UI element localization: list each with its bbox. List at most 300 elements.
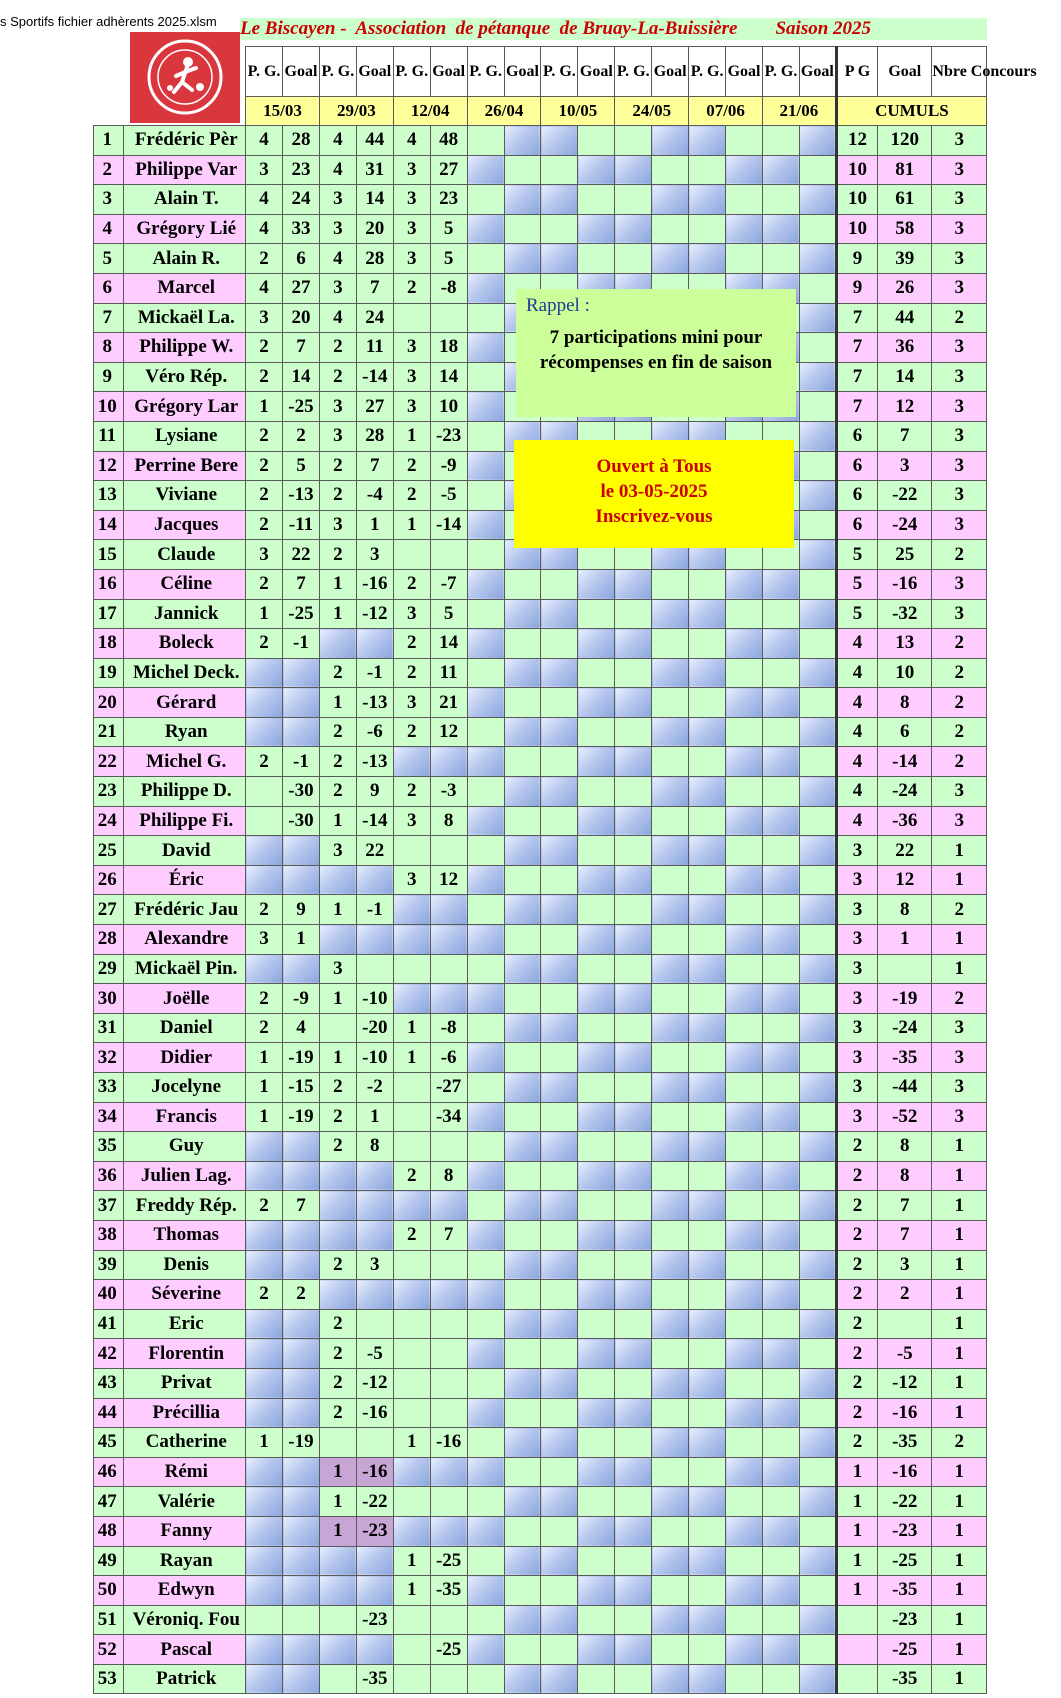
cumul-pg: 3 — [836, 954, 877, 984]
session-goal: 5 — [430, 599, 467, 629]
row-number: 8 — [94, 333, 124, 363]
session-date: 24/05 — [615, 97, 689, 126]
session-goal — [283, 1132, 320, 1162]
cumul-pg: 12 — [836, 126, 877, 156]
session-goal: -19 — [283, 1428, 320, 1458]
session-pg — [615, 1132, 652, 1162]
session-goal: 8 — [430, 806, 467, 836]
session-pg — [319, 1191, 356, 1221]
session-pg — [467, 1368, 504, 1398]
cumul-goal: 7 — [878, 421, 932, 451]
row-number: 34 — [94, 1102, 124, 1132]
cumul-count: 1 — [932, 1250, 987, 1280]
session-pg — [319, 1664, 356, 1694]
pg-header: P. G. — [689, 47, 726, 97]
member-name: Grégory Lar — [124, 392, 246, 422]
table-row — [94, 1635, 987, 1665]
session-goal — [726, 895, 763, 925]
member-name: Précillia — [124, 1398, 246, 1428]
session-pg — [393, 540, 430, 570]
session-goal — [504, 1339, 541, 1369]
cumul-goal: -14 — [878, 747, 932, 777]
cumul-goal: -16 — [878, 1457, 932, 1487]
cumul-count: 3 — [932, 273, 987, 303]
table-row — [94, 1073, 987, 1103]
member-name: Michel G. — [124, 747, 246, 777]
session-goal — [356, 1428, 393, 1458]
session-goal — [578, 569, 615, 599]
session-pg — [541, 1664, 578, 1694]
member-name: Jacques — [124, 510, 246, 540]
session-pg — [762, 1280, 799, 1310]
session-goal: -34 — [430, 1102, 467, 1132]
cumul-goal: -19 — [878, 984, 932, 1014]
session-pg — [615, 925, 652, 955]
goal-header: Goal — [283, 47, 320, 97]
session-pg — [615, 1516, 652, 1546]
table-row — [94, 1487, 987, 1517]
cumul-goal: 44 — [878, 303, 932, 333]
table-row — [94, 1043, 987, 1073]
cumul-count: 1 — [932, 1605, 987, 1635]
session-pg — [467, 599, 504, 629]
session-pg — [615, 1280, 652, 1310]
session-goal — [726, 954, 763, 984]
pg-header: P. G. — [541, 47, 578, 97]
session-pg — [689, 1664, 726, 1694]
session-goal — [504, 214, 541, 244]
session-pg — [762, 1428, 799, 1458]
session-pg — [467, 1516, 504, 1546]
session-pg — [762, 895, 799, 925]
cumul-goal: -23 — [878, 1605, 932, 1635]
session-goal — [356, 1635, 393, 1665]
session-goal — [504, 629, 541, 659]
file-name-label: s Sportifs fichier adhèrents 2025.xlsm — [0, 14, 217, 29]
session-goal — [726, 688, 763, 718]
session-goal — [799, 510, 836, 540]
cumul-count: 2 — [932, 1428, 987, 1458]
session-goal — [652, 599, 689, 629]
session-goal: 24 — [356, 303, 393, 333]
session-goal — [799, 421, 836, 451]
session-pg — [615, 865, 652, 895]
session-pg: 2 — [319, 1398, 356, 1428]
cumul-count: 1 — [932, 836, 987, 866]
session-goal: -25 — [283, 392, 320, 422]
cumul-goal: -24 — [878, 1013, 932, 1043]
session-pg — [467, 510, 504, 540]
session-pg — [467, 1635, 504, 1665]
cumul-count: 2 — [932, 747, 987, 777]
member-name: Philippe D. — [124, 777, 246, 807]
session-goal: 2 — [283, 1280, 320, 1310]
session-pg: 2 — [393, 273, 430, 303]
session-pg — [689, 1576, 726, 1606]
session-goal — [356, 954, 393, 984]
session-goal: -23 — [356, 1605, 393, 1635]
table-row — [94, 1576, 987, 1606]
cumul-pg: 6 — [836, 451, 877, 481]
session-goal — [652, 1368, 689, 1398]
cumul-count: 3 — [932, 1013, 987, 1043]
session-goal: -13 — [356, 688, 393, 718]
session-pg — [689, 185, 726, 215]
session-goal — [799, 540, 836, 570]
session-goal — [283, 658, 320, 688]
session-pg — [541, 185, 578, 215]
session-pg: 2 — [319, 1309, 356, 1339]
session-goal — [356, 1309, 393, 1339]
session-pg — [467, 1191, 504, 1221]
session-pg — [762, 1250, 799, 1280]
session-pg — [467, 1605, 504, 1635]
session-goal — [799, 185, 836, 215]
session-goal: -5 — [430, 481, 467, 511]
session-pg — [762, 1102, 799, 1132]
session-pg — [762, 126, 799, 156]
cumul-pg: 2 — [836, 1250, 877, 1280]
session-goal — [799, 688, 836, 718]
session-pg — [689, 1605, 726, 1635]
session-pg: 1 — [319, 1043, 356, 1073]
session-goal — [726, 836, 763, 866]
session-goal — [283, 1161, 320, 1191]
session-goal — [283, 717, 320, 747]
session-goal — [799, 481, 836, 511]
session-goal — [799, 954, 836, 984]
row-number: 12 — [94, 451, 124, 481]
session-goal: 27 — [356, 392, 393, 422]
session-pg: 4 — [319, 155, 356, 185]
session-goal — [504, 1013, 541, 1043]
session-goal: 21 — [430, 688, 467, 718]
session-goal — [504, 984, 541, 1014]
cumul-goal: 39 — [878, 244, 932, 274]
session-pg — [467, 658, 504, 688]
row-number: 1 — [94, 126, 124, 156]
session-pg: 3 — [319, 392, 356, 422]
table-row — [94, 1161, 987, 1191]
table-row — [94, 1132, 987, 1162]
open-line-3: Inscrivez-vous — [595, 506, 713, 527]
session-pg: 1 — [393, 1043, 430, 1073]
session-pg — [467, 1043, 504, 1073]
session-pg — [762, 569, 799, 599]
table-row — [94, 984, 987, 1014]
session-pg — [246, 1220, 283, 1250]
session-goal — [726, 865, 763, 895]
session-goal — [283, 1664, 320, 1694]
session-pg — [246, 1635, 283, 1665]
goal-header: Goal — [799, 47, 836, 97]
member-name: Eric — [124, 1309, 246, 1339]
session-pg: 3 — [393, 599, 430, 629]
session-goal — [726, 777, 763, 807]
session-pg: 4 — [393, 126, 430, 156]
session-pg: 2 — [393, 569, 430, 599]
cumul-pg: 1 — [836, 1576, 877, 1606]
session-pg — [615, 629, 652, 659]
session-goal — [504, 688, 541, 718]
session-goal: 31 — [356, 155, 393, 185]
session-pg: 1 — [246, 1043, 283, 1073]
cumul-count: 1 — [932, 925, 987, 955]
session-pg — [762, 629, 799, 659]
session-pg — [762, 1516, 799, 1546]
session-goal: 1 — [356, 510, 393, 540]
session-goal — [504, 1368, 541, 1398]
session-goal — [799, 1280, 836, 1310]
member-name: Denis — [124, 1250, 246, 1280]
session-pg — [762, 925, 799, 955]
cumul-goal: -23 — [878, 1516, 932, 1546]
session-goal: 7 — [283, 1191, 320, 1221]
member-name: Perrine Bere — [124, 451, 246, 481]
session-pg — [467, 1546, 504, 1576]
cumul-count: 1 — [932, 1516, 987, 1546]
session-pg — [541, 717, 578, 747]
session-goal — [726, 1191, 763, 1221]
session-pg — [689, 126, 726, 156]
session-pg — [467, 244, 504, 274]
session-pg — [467, 806, 504, 836]
session-goal — [504, 126, 541, 156]
session-pg — [246, 717, 283, 747]
session-goal: 3 — [356, 540, 393, 570]
table-row — [94, 836, 987, 866]
cumul-count: 3 — [932, 1043, 987, 1073]
row-number: 9 — [94, 362, 124, 392]
session-goal — [578, 1220, 615, 1250]
rappel-body: 7 participations mini pour récompenses en fin de saison — [539, 327, 773, 373]
session-goal — [726, 1487, 763, 1517]
session-goal — [799, 333, 836, 363]
session-pg — [762, 717, 799, 747]
session-pg — [541, 658, 578, 688]
session-goal — [726, 1043, 763, 1073]
session-pg — [541, 1161, 578, 1191]
goal-header: Goal — [578, 47, 615, 97]
cumul-pg: 2 — [836, 1339, 877, 1369]
session-goal: -30 — [283, 806, 320, 836]
member-name: Éric — [124, 865, 246, 895]
member-name: Claude — [124, 540, 246, 570]
session-pg: 2 — [246, 510, 283, 540]
session-pg — [393, 895, 430, 925]
session-pg — [467, 1013, 504, 1043]
cumul-count: 1 — [932, 1191, 987, 1221]
session-goal: 18 — [430, 333, 467, 363]
session-pg: 3 — [319, 836, 356, 866]
session-pg — [615, 895, 652, 925]
row-number: 15 — [94, 540, 124, 570]
session-pg: 2 — [319, 333, 356, 363]
session-pg — [615, 1605, 652, 1635]
cumul-pg: 4 — [836, 717, 877, 747]
session-pg — [393, 1132, 430, 1162]
member-name: Grégory Lié — [124, 214, 246, 244]
session-pg — [689, 569, 726, 599]
session-pg — [467, 865, 504, 895]
session-pg: 2 — [393, 1161, 430, 1191]
session-pg — [689, 1280, 726, 1310]
session-pg — [467, 1250, 504, 1280]
session-pg: 4 — [246, 185, 283, 215]
session-goal — [799, 1191, 836, 1221]
session-goal: -14 — [356, 362, 393, 392]
session-goal: 7 — [283, 333, 320, 363]
cumul-pg: 2 — [836, 1161, 877, 1191]
session-goal — [799, 895, 836, 925]
session-date: 21/06 — [762, 97, 836, 126]
session-goal — [726, 1546, 763, 1576]
session-pg — [393, 303, 430, 333]
session-goal: 20 — [283, 303, 320, 333]
session-goal: -22 — [356, 1487, 393, 1517]
cumul-count: 2 — [932, 658, 987, 688]
session-goal — [578, 1013, 615, 1043]
session-pg — [393, 1191, 430, 1221]
session-goal — [652, 717, 689, 747]
row-number: 45 — [94, 1428, 124, 1458]
rappel-title: Rappel : — [526, 295, 590, 316]
cumul-goal: -22 — [878, 481, 932, 511]
session-pg: 2 — [319, 1339, 356, 1369]
row-number: 42 — [94, 1339, 124, 1369]
session-pg — [615, 984, 652, 1014]
session-pg — [762, 1546, 799, 1576]
session-goal — [799, 717, 836, 747]
session-pg — [541, 1457, 578, 1487]
row-number: 17 — [94, 599, 124, 629]
session-pg — [541, 1073, 578, 1103]
session-pg: 1 — [319, 895, 356, 925]
session-goal — [578, 1605, 615, 1635]
session-pg — [541, 1576, 578, 1606]
row-number: 22 — [94, 747, 124, 777]
session-goal — [726, 658, 763, 688]
session-pg — [689, 244, 726, 274]
session-pg: 2 — [246, 1191, 283, 1221]
session-pg — [689, 688, 726, 718]
row-number: 37 — [94, 1191, 124, 1221]
session-pg — [393, 1635, 430, 1665]
session-goal — [726, 155, 763, 185]
session-goal — [504, 777, 541, 807]
member-name: Catherine — [124, 1428, 246, 1458]
session-pg — [689, 717, 726, 747]
session-goal — [578, 1546, 615, 1576]
session-goal — [799, 1487, 836, 1517]
session-pg: 3 — [319, 273, 356, 303]
cumul-count: 3 — [932, 806, 987, 836]
session-goal — [283, 1309, 320, 1339]
cumul-count: 3 — [932, 481, 987, 511]
session-pg — [541, 1043, 578, 1073]
session-goal — [578, 777, 615, 807]
cumul-goal: 8 — [878, 1132, 932, 1162]
session-goal: -8 — [430, 1013, 467, 1043]
session-goal — [578, 1428, 615, 1458]
cumul-count: 3 — [932, 421, 987, 451]
session-goal — [652, 1250, 689, 1280]
session-pg: 3 — [246, 303, 283, 333]
session-goal — [504, 1250, 541, 1280]
session-pg — [762, 1161, 799, 1191]
session-goal — [799, 658, 836, 688]
member-name: Alain R. — [124, 244, 246, 274]
session-pg — [467, 155, 504, 185]
session-goal — [578, 1073, 615, 1103]
cumul-count: 2 — [932, 540, 987, 570]
cumul-goal: 8 — [878, 688, 932, 718]
session-pg: 2 — [393, 658, 430, 688]
cumul-goal: 25 — [878, 540, 932, 570]
session-goal: 8 — [356, 1132, 393, 1162]
session-goal — [726, 1428, 763, 1458]
session-pg — [541, 925, 578, 955]
session-goal: -14 — [356, 806, 393, 836]
session-goal — [283, 1487, 320, 1517]
session-pg: 3 — [319, 954, 356, 984]
session-pg: 2 — [319, 1250, 356, 1280]
cumul-pg: 2 — [836, 1220, 877, 1250]
cumul-goal: 61 — [878, 185, 932, 215]
session-pg — [246, 1576, 283, 1606]
cumul-pg: 3 — [836, 1043, 877, 1073]
session-goal — [652, 1013, 689, 1043]
session-pg — [615, 1428, 652, 1458]
session-pg — [393, 1605, 430, 1635]
session-goal — [652, 629, 689, 659]
session-pg — [467, 1280, 504, 1310]
session-goal — [504, 1457, 541, 1487]
cumul-goal: -25 — [878, 1635, 932, 1665]
table-row — [94, 185, 987, 215]
cumul-count: 1 — [932, 1368, 987, 1398]
cumul-count: 3 — [932, 392, 987, 422]
session-pg — [689, 1457, 726, 1487]
session-pg — [467, 1161, 504, 1191]
session-pg — [541, 1309, 578, 1339]
session-goal — [652, 569, 689, 599]
session-pg — [393, 1250, 430, 1280]
cumul-goal: 10 — [878, 658, 932, 688]
session-goal: -12 — [356, 599, 393, 629]
session-date: 15/03 — [246, 97, 320, 126]
session-pg: 2 — [319, 658, 356, 688]
session-pg — [541, 895, 578, 925]
session-pg — [467, 362, 504, 392]
cumul-goal: 1 — [878, 925, 932, 955]
session-pg — [467, 1398, 504, 1428]
session-goal — [430, 303, 467, 333]
cumul-goal: -16 — [878, 1398, 932, 1428]
session-pg — [541, 569, 578, 599]
member-name: Rémi — [124, 1457, 246, 1487]
session-goal: -1 — [283, 629, 320, 659]
table-row — [94, 599, 987, 629]
session-goal — [578, 1664, 615, 1694]
session-goal — [578, 214, 615, 244]
session-goal — [652, 244, 689, 274]
session-goal — [799, 1013, 836, 1043]
session-pg — [762, 1309, 799, 1339]
session-pg — [615, 1309, 652, 1339]
session-goal: -23 — [430, 421, 467, 451]
table-row — [94, 244, 987, 274]
